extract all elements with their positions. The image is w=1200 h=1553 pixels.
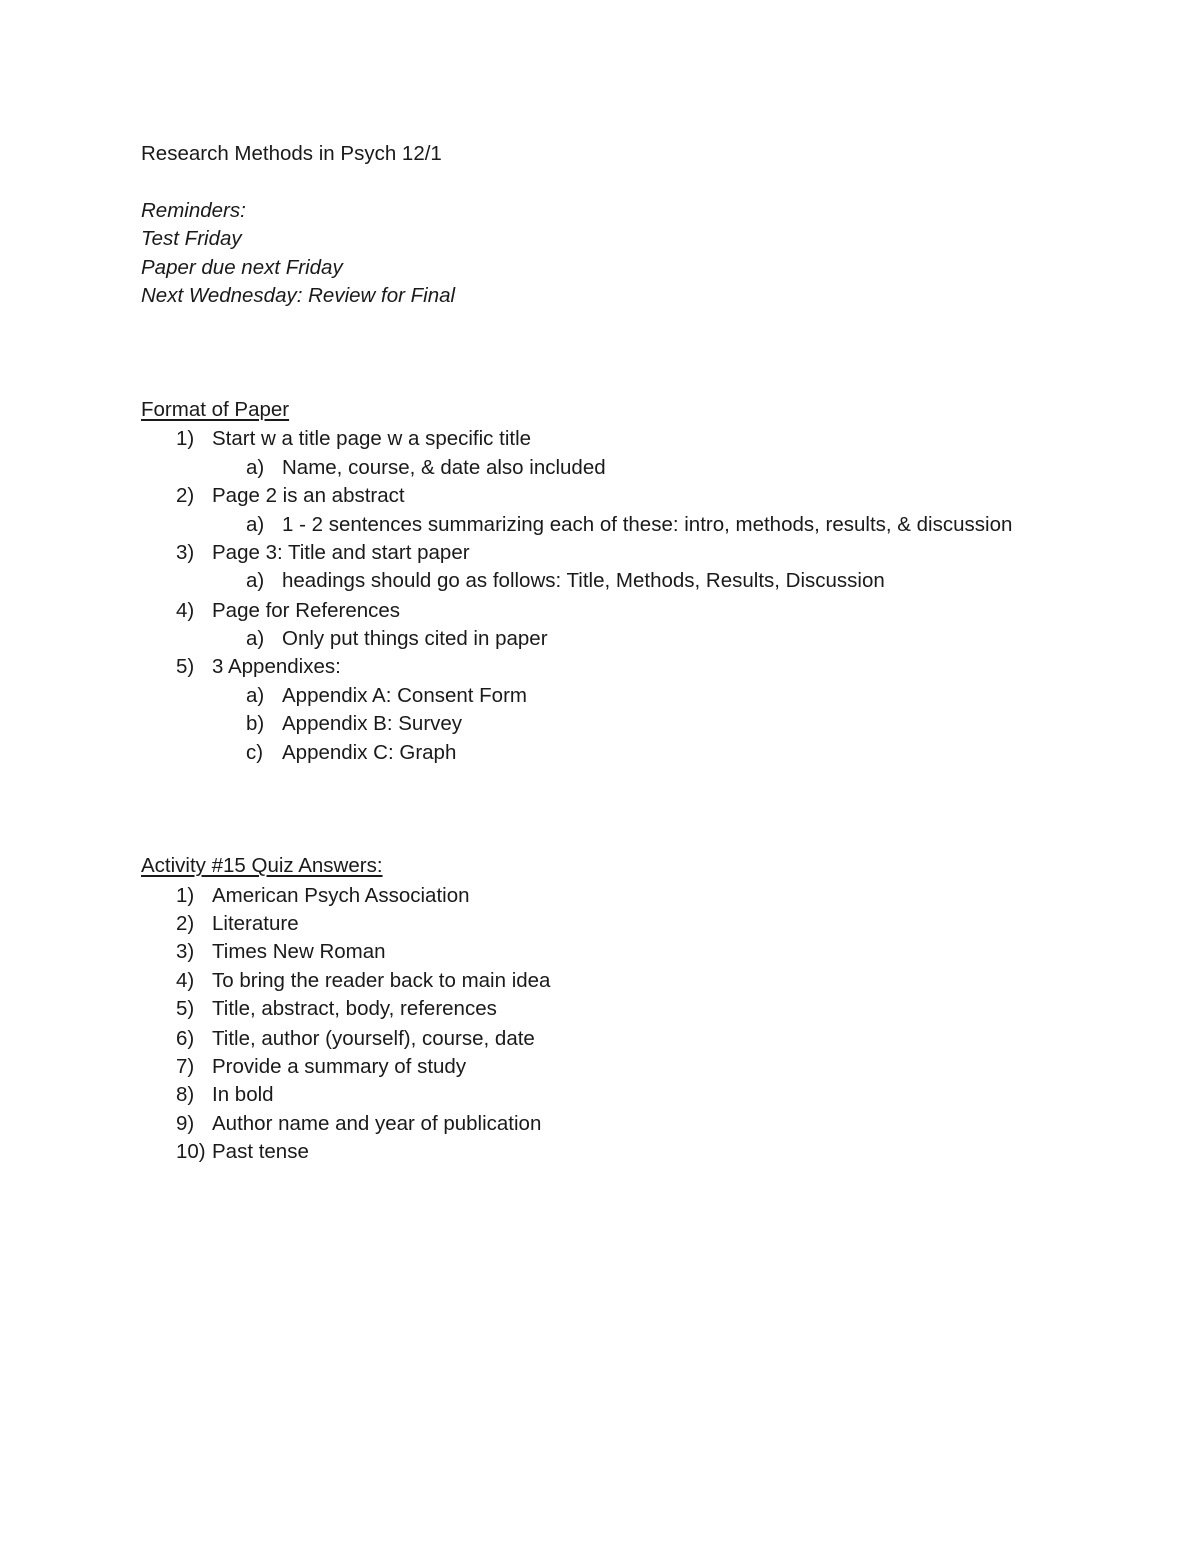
list-item-text: Page 3: Title and start paper: [212, 541, 470, 564]
list-marker: 8): [176, 1083, 195, 1106]
quiz-section-heading: Activity #15 Quiz Answers:: [141, 854, 383, 877]
list-marker: 9): [176, 1112, 195, 1135]
sublist-item-text: headings should go as follows: Title, Methods, Results, Discussion: [282, 569, 885, 592]
sublist-item-text: Only put things cited in paper: [282, 627, 548, 650]
quiz-answer: Literature: [212, 912, 299, 935]
sublist-item-text: 1 - 2 sentences summarizing each of these: intro, methods, results, & discussion: [282, 513, 1013, 536]
format-section-heading: Format of Paper: [141, 398, 290, 421]
quiz-answer: Title, abstract, body, references: [212, 997, 497, 1020]
list-item-text: Start w a title page w a specific title: [212, 427, 532, 450]
list-marker: 3): [176, 940, 195, 963]
sublist-item-text: Appendix C: Graph: [282, 741, 457, 764]
list-marker: 10): [176, 1140, 206, 1163]
list-item-text: Page 2 is an abstract: [212, 484, 405, 507]
list-item-text: 3 Appendixes:: [212, 655, 341, 678]
quiz-answer: American Psych Association: [212, 884, 470, 907]
reminders-heading: Reminders:: [141, 199, 246, 222]
quiz-answer: Provide a summary of study: [212, 1055, 467, 1078]
quiz-answer: In bold: [212, 1083, 274, 1106]
reminder-item: Paper due next Friday: [141, 256, 343, 279]
sublist-marker: a): [246, 569, 265, 592]
list-marker: 5): [176, 655, 195, 678]
quiz-answer: Past tense: [212, 1140, 309, 1163]
reminder-item: Next Wednesday: Review for Final: [141, 284, 456, 307]
sublist-marker: a): [246, 627, 265, 650]
list-marker: 3): [176, 541, 195, 564]
list-marker: 4): [176, 599, 195, 622]
sublist-item-text: Appendix A: Consent Form: [282, 684, 527, 707]
list-item-text: Page for References: [212, 599, 401, 622]
sublist-marker: a): [246, 456, 265, 479]
quiz-answer: To bring the reader back to main idea: [212, 969, 551, 992]
document-title: Research Methods in Psych 12/1: [141, 142, 442, 165]
list-marker: 5): [176, 997, 195, 1020]
list-marker: 7): [176, 1055, 195, 1078]
sublist-marker: a): [246, 513, 265, 536]
list-marker: 4): [176, 969, 195, 992]
list-marker: 1): [176, 884, 195, 907]
quiz-answer: Times New Roman: [212, 940, 386, 963]
list-marker: 2): [176, 484, 195, 507]
reminder-item: Test Friday: [141, 227, 242, 250]
sublist-item-text: Name, course, & date also included: [282, 456, 606, 479]
quiz-answer: Author name and year of publication: [212, 1112, 542, 1135]
sublist-marker: a): [246, 684, 265, 707]
list-marker: 2): [176, 912, 195, 935]
sublist-item-text: Appendix B: Survey: [282, 712, 463, 735]
sublist-marker: b): [246, 712, 265, 735]
list-marker: 1): [176, 427, 195, 450]
list-marker: 6): [176, 1027, 195, 1050]
quiz-answer: Title, author (yourself), course, date: [212, 1027, 535, 1050]
sublist-marker: c): [246, 741, 264, 764]
